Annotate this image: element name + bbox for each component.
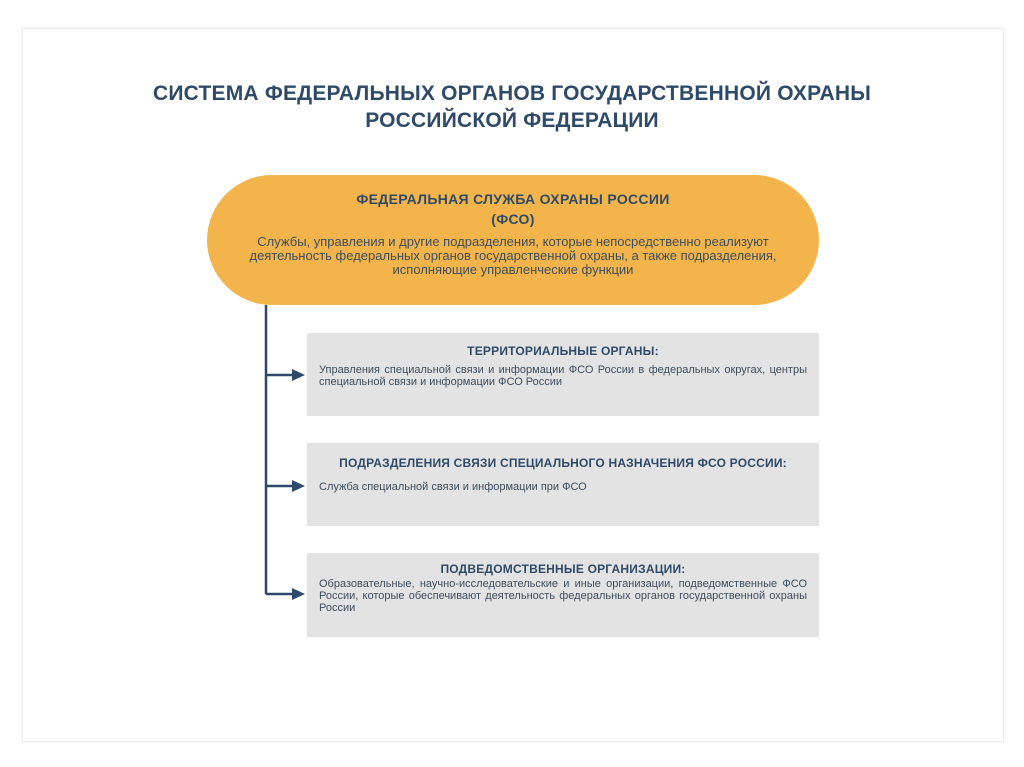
- unit-box-special-communications: [307, 443, 819, 526]
- fso-title: ФЕДЕРАЛЬНАЯ СЛУЖБА ОХРАНЫ РОССИИ: [356, 191, 670, 207]
- fso-abbreviation: (ФСО): [491, 211, 535, 227]
- unit-box-subordinate-organizations: [307, 553, 819, 637]
- unit-title: ТЕРРИТОРИАЛЬНЫЕ ОРГАНЫ:: [467, 344, 659, 358]
- unit-text: Управления специальной связи и информации ФСО России в федеральных округах, центры специальной связи и информации ФСО России: [319, 364, 807, 388]
- arrow-right-icon: [292, 480, 305, 492]
- arrow-right-icon: [292, 588, 305, 600]
- unit-title: ПОДВЕДОМСТВЕННЫЕ ОРГАНИЗАЦИИ:: [440, 562, 686, 576]
- unit-text: Образовательные, научно-исследовательские и иные организации, подведомственные ФСО России, которые обеспечивают деятельность федеральных органов государственной охраны России: [319, 578, 807, 614]
- unit-text: Служба специальной связи и информации при ФСО: [319, 481, 587, 493]
- arrow-right-icon: [292, 369, 305, 381]
- unit-title: ПОДРАЗДЕЛЕНИЯ СВЯЗИ СПЕЦИАЛЬНОГО НАЗНАЧЕНИЯ ФСО РОССИИ:: [339, 456, 787, 470]
- title-line-2: РОССИЙСКОЙ ФЕДЕРАЦИИ: [365, 109, 659, 132]
- unit-box-territorial: [307, 333, 819, 416]
- title-line-1: СИСТЕМА ФЕДЕРАЛЬНЫХ ОРГАНОВ ГОСУДАРСТВЕННОЙ ОХРАНЫ: [153, 82, 871, 105]
- fso-description: Службы, управления и другие подразделения, которые непосредственно реализуют деятельность федеральных органов государственной охраны, а также подразделения, исполняющие управленческие функции: [249, 234, 777, 277]
